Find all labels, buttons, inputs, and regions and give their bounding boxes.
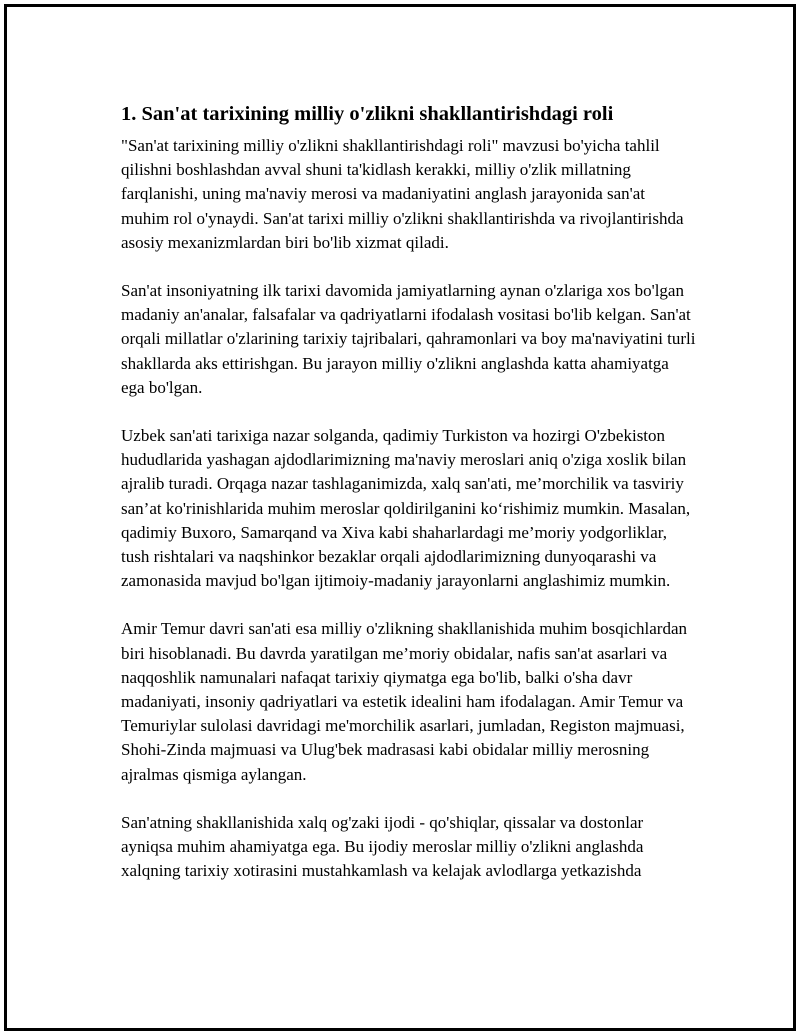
paragraph-2: San'at insoniyatning ilk tarixi davomida jamiyatlarning aynan o'zlariga xos bo'lgan madaniy an'analar, falsafalar va qadriyatlarni ifodalash vositasi bo'lib kelgan. San'at orqali millatlar o'zlarining tarixiy tajribalari, qahramonlari va boy ma'naviyatini turli shakllarda aks ettirishgan. Bu jarayon milliy o'zlikni anglashda katta ahamiyatga ega bo'lgan.	[121, 281, 696, 397]
paragraph-1: "San'at tarixining milliy o'zlikni shakllantirishdagi roli" mavzusi bo'yicha tahlil qilishni boshlashdan avval shuni ta'kidlash kerakki, milliy o'zlik millatning farqlanishi, uning ma'naviy merosi va madaniyatini anglash jarayonida san'at muhim rol o'ynaydi. San'at tarixi milliy o'zlikni shakllantirishda va rivojlantirishda asosiy mexanizmlardan biri bo'lib xizmat qiladi.	[121, 136, 684, 252]
document-body	[121, 101, 696, 883]
page-frame	[4, 4, 796, 1031]
section-heading: 1. San'at tarixining milliy o'zlikni shakllantirishdagi roli	[121, 103, 614, 125]
paragraph-5: San'atning shakllanishida xalq og'zaki ijodi - qo'shiqlar, qissalar va dostonlar ayniqsa muhim ahamiyatga ega. Bu ijodiy meroslar milliy o'zlikni anglashda xalqning tarixiy xotirasini mustahkamlash va kelajak avlodlarga yetkazishda	[121, 812, 644, 881]
paragraph-3: Uzbek san'ati tarixiga nazar solganda, qadimiy Turkiston va hozirgi O'zbekiston hududlarida yashagan ajdodlarimizning ma'naviy meroslari aniq o'ziga xoslik bilan ajralib turadi. Orqaga nazar tashlaganimizda, xalq san'ati, me’morchilik va tasviriy san’at ko'rinishlarida muhim meroslar qoldirilganini ko‘rishimiz mumkin. Masalan, qadimiy Buxoro, Samarqand va Xiva kabi shaharlardagi me’moriy yodgorliklar, tush rishtalari va naqshinkor bezaklar orqali ajdodlarimizning dunyoqarashi va zamonasida mavjud bo'lgan ijtimoiy-madaniy jarayonlarni anglashimiz mumkin.	[121, 426, 691, 591]
paragraph-4: Amir Temur davri san'ati esa milliy o'zlikning shakllanishida muhim bosqichlardan biri hisoblanadi. Bu davrda yaratilgan me’moriy obidalar, nafis san'at asarlari va naqqoshlik namunalari nafaqat tarixiy qiymatga ega bo'lib, balki o'sha davr madaniyati, insoniy qadriyatlari va estetik idealini ham ifodalagan. Amir Temur va Temuriylar sulolasi davridagi me'morchilik asarlari, jumladan, Registon majmuasi, Shohi-Zinda majmuasi va Ulug'bek madrasasi kabi obidalar milliy merosning ajralmas qismiga aylangan.	[121, 619, 687, 784]
